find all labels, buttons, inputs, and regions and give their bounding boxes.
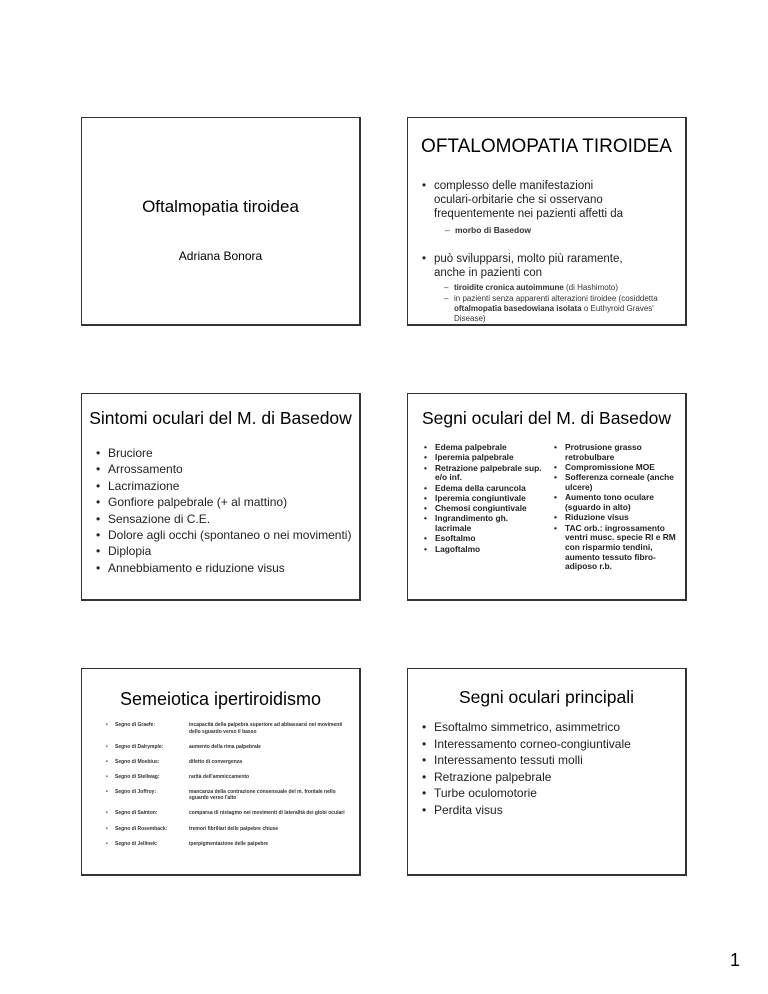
- bullet-icon: •: [106, 722, 108, 728]
- bullet-icon: •: [106, 840, 108, 847]
- bullet-icon: •: [422, 786, 427, 800]
- sub-bullet: – tiroidite cronica autoimmune (di Hashimoto): [444, 283, 619, 292]
- table-row: • Segno di Graefe: incapacità della palpebra superiore ad abbassarsi nei movimenti dello sguardo verso il basso: [106, 722, 343, 735]
- bullet-icon: •: [424, 452, 427, 463]
- page-number: 1: [730, 950, 741, 970]
- slide-author: Adriana Bonora: [178, 249, 263, 263]
- signs-table: [82, 722, 359, 856]
- table-row: • Segno di Jellinek: iperpigmentazione delle palpebre: [106, 840, 269, 847]
- bullet-icon: •: [424, 533, 427, 544]
- dash-icon: –: [444, 294, 449, 303]
- list-item: • Esoftalmo simmetrico, asimmetrico: [422, 720, 621, 734]
- bullet-icon: •: [554, 512, 557, 523]
- bullet-icon: •: [96, 462, 101, 477]
- list-item: • Protrusione grasso retrobulbare: [554, 442, 642, 462]
- bullet-icon: •: [422, 253, 427, 265]
- list-item: • Perdita visus: [422, 802, 503, 817]
- slide-title: Sintomi oculari del M. di Basedow: [89, 408, 352, 428]
- list-item: • Sofferenza corneale (anche ulcere): [554, 472, 674, 492]
- list-item: • Iperemia congiuntivale: [424, 492, 526, 503]
- bullet-icon: •: [106, 758, 108, 765]
- bullet-icon: •: [554, 442, 557, 452]
- slide-title: Semeiotica ipertiroidismo: [119, 689, 322, 709]
- table-row: • Segno di Joffroy: mancanza della contrazione consensuale del m. frontale nello sguardo verso l'alto: [106, 788, 336, 802]
- list-item: • Interessamento corneo-congiuntivale: [422, 736, 631, 751]
- bullet-icon: •: [422, 802, 427, 817]
- bullet-icon: •: [96, 495, 101, 510]
- dash-icon: –: [445, 225, 450, 235]
- bullet-icon: •: [554, 462, 557, 472]
- list-item: • Lagoftalmo: [424, 543, 481, 554]
- slide-2-oftalmopatia: [407, 117, 687, 326]
- bullet-icon: •: [424, 513, 427, 524]
- bullet-icon: •: [422, 180, 427, 192]
- sub-bullet: – morbo di Basedow: [445, 225, 532, 235]
- slide-5-semeiotica: [81, 668, 361, 876]
- bullet-icon: •: [422, 736, 427, 751]
- list-item: • Retrazione palpebrale sup. e/o inf.: [424, 462, 542, 483]
- slide-3-sintomi: [81, 393, 361, 601]
- bullet-item: • può svilupparsi, molto più raramente, anche in pazienti con: [422, 253, 623, 279]
- slide-title: Segni oculari principali: [458, 687, 635, 707]
- list-item: • Bruciore: [96, 446, 153, 460]
- slide-title: Oftalmopatia tiroidea: [142, 197, 299, 216]
- table-row: • Segno di Stellwag: rarità dell'ammiccamento: [106, 773, 250, 780]
- bullet-icon: •: [422, 769, 427, 784]
- list-item: • Retrazione palpebrale: [422, 769, 552, 784]
- list-item: • Edema palpebrale: [424, 442, 507, 452]
- bullet-icon: •: [424, 482, 427, 493]
- list-item: • Gonfiore palpebrale (+ al mattino): [96, 495, 288, 510]
- bullet-icon: •: [106, 825, 108, 832]
- list-item: • Lacrimazione: [96, 478, 180, 493]
- bullet-icon: •: [96, 511, 101, 526]
- list-item: • Aumento tono oculare (sguardo in alto): [554, 492, 654, 512]
- bullet-icon: •: [106, 743, 108, 750]
- bullet-icon: •: [106, 773, 108, 780]
- list-item: • Dolore agli occhi (spontaneo o nei movimenti): [96, 528, 352, 543]
- list-item: • Annebbiamento e riduzione visus: [96, 560, 285, 575]
- list-item: • TAC orb.: ingrossamento ventri musc. specie RI e RM con risparmio tendini, aumento tessuto fibro-adiposo r.b.: [554, 522, 676, 572]
- bullet-icon: •: [424, 543, 427, 554]
- list-item: • Esoftalmo: [424, 533, 476, 544]
- bullet-list-left: [424, 443, 542, 555]
- list-item: • Interessamento tessuti molli: [422, 753, 583, 767]
- bullet-icon: •: [424, 503, 427, 514]
- bullet-icon: •: [96, 560, 101, 575]
- table-row: • Segno di Dalrymple: aumento della rima palpebrale: [106, 743, 261, 750]
- bullet-list-right: [554, 443, 682, 573]
- bullet-icon: •: [96, 446, 101, 460]
- list-item: • Edema della caruncola: [424, 482, 526, 493]
- bullet-icon: •: [554, 472, 557, 483]
- dash-icon: –: [444, 283, 449, 292]
- list-item: • Iperemia palpebrale: [424, 452, 514, 463]
- bullet-icon: •: [554, 522, 557, 533]
- bullet-icon: •: [106, 788, 108, 795]
- list-item: • Chemosi congiuntivale: [424, 503, 527, 514]
- bullet-list: [422, 719, 631, 818]
- bullet-icon: •: [424, 492, 427, 503]
- bullet-icon: •: [422, 753, 427, 767]
- list-item: • Compromissione MOE: [554, 462, 655, 472]
- list-item: • Diplopia: [96, 544, 152, 559]
- slide-title: Segni oculari del M. di Basedow: [421, 408, 672, 428]
- bullet-icon: •: [96, 528, 101, 543]
- bullet-icon: •: [96, 478, 101, 493]
- bullet-list: [96, 445, 351, 576]
- bullet-icon: •: [554, 492, 557, 503]
- slide-4-segni: [407, 393, 687, 601]
- slide-1-title: [81, 117, 361, 326]
- list-item: • Ingrandimento gh. lacrimale: [424, 513, 509, 534]
- slide-title: OFTALOMOPATIA TIROIDEA: [421, 136, 672, 157]
- table-row: • Segno di Moebius: difetto di convergenza: [106, 758, 243, 765]
- list-item: • Arrossamento: [96, 462, 183, 477]
- table-row: • Segno di Rosemback: tremori fibrillari delle palpebre chiuse: [106, 825, 279, 832]
- bullet-icon: •: [424, 462, 427, 473]
- list-item: • Turbe oculomotorie: [422, 786, 537, 800]
- list-item: • Sensazione di C.E.: [96, 511, 211, 526]
- table-row: • Segno di Sainton: comparsa di nistagmo nei movimenti di lateralità dei globi oculari: [106, 810, 345, 817]
- bullet-icon: •: [422, 720, 427, 734]
- slide-6-segni-principali: [407, 668, 687, 876]
- bullet-icon: •: [96, 544, 101, 559]
- bullet-item: • complesso delle manifestazioni oculari-orbitarie che si osservano frequentemente nei pazienti affetti da: [422, 180, 624, 220]
- list-item: • Riduzione visus: [554, 512, 629, 523]
- sub-bullet: – in pazienti senza apparenti alterazioni tiroidee (cosiddetta oftalmopatia basedowiana isolata o Euthyroid Graves' Disease): [444, 294, 658, 323]
- bullet-icon: •: [106, 810, 108, 817]
- bullet-icon: •: [424, 442, 427, 452]
